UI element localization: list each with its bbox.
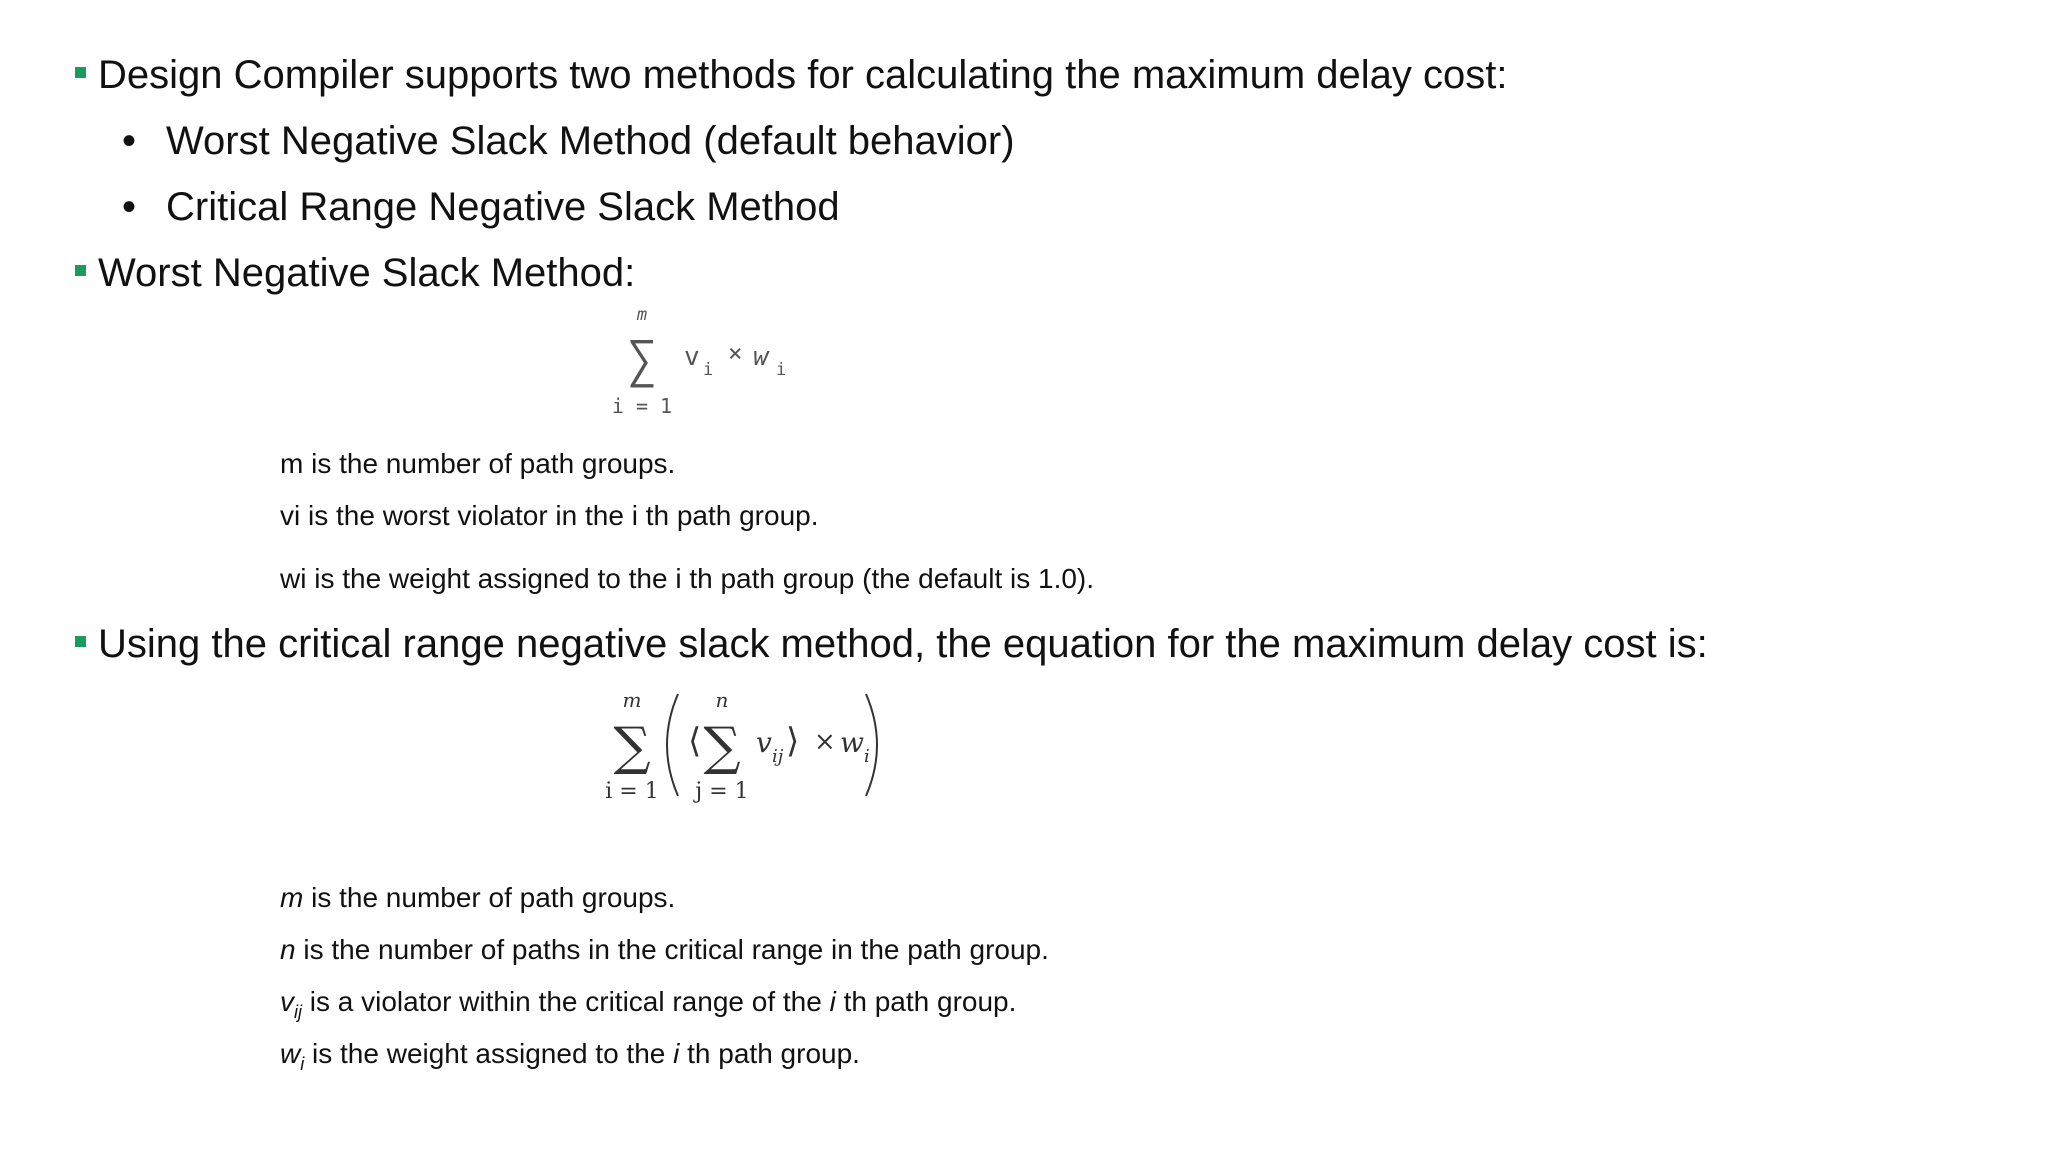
sub-bullet-crns bbox=[122, 187, 840, 227]
bullet-crns-method bbox=[75, 624, 1708, 664]
outer-sum-upper-limit: m bbox=[622, 688, 642, 712]
note-text: is a violator within the critical range of the bbox=[302, 986, 830, 1017]
sub-bullet-text: Worst Negative Slack Method (default behavior) bbox=[166, 119, 1015, 163]
inner-sum-upper-limit: n bbox=[715, 688, 729, 712]
sub-bullet-wns bbox=[122, 121, 1015, 161]
note-text-end: th path group. bbox=[835, 986, 1017, 1017]
left-angle: ⟨ bbox=[688, 721, 702, 761]
term-v-subscript: i bbox=[703, 360, 714, 380]
note-vij-crns bbox=[280, 988, 1016, 1022]
note-text: is the number of path groups. bbox=[303, 882, 676, 913]
formula-wns-svg bbox=[610, 305, 810, 425]
inner-sigma-symbol: ∑ bbox=[703, 717, 741, 777]
sum-upper-limit: m bbox=[636, 305, 648, 325]
note-wi-crns bbox=[280, 1040, 860, 1074]
square-bullet-icon bbox=[75, 636, 86, 647]
right-paren bbox=[866, 694, 877, 796]
dot-bullet-icon: • bbox=[122, 119, 137, 163]
times-symbol: × bbox=[728, 339, 743, 367]
bullet-text: Design Compiler supports two methods for calculating the maximum delay cost: bbox=[98, 53, 1508, 97]
bullet-methods bbox=[75, 55, 1508, 95]
term-v: v bbox=[684, 342, 700, 372]
sigma-symbol: ∑ bbox=[626, 331, 658, 389]
note-text: is the weight assigned to the bbox=[304, 1038, 674, 1069]
note-wi-wns: wi is the weight assigned to the i th path group (the default is 1.0). bbox=[280, 563, 1095, 594]
formula-crns bbox=[592, 682, 912, 816]
note-m-crns bbox=[280, 884, 675, 912]
var-m: m bbox=[280, 882, 304, 913]
note-text-end: th path group. bbox=[679, 1038, 860, 1069]
note-m-wns: m is the number of path groups. bbox=[280, 448, 676, 479]
dot-bullet-icon: • bbox=[122, 185, 137, 229]
bullet-text: Worst Negative Slack Method: bbox=[98, 251, 636, 295]
var-v-subscript: ij bbox=[294, 1001, 302, 1022]
term-w-subscript: i bbox=[864, 746, 870, 767]
term-w-subscript: i bbox=[776, 360, 787, 380]
var-n: n bbox=[280, 934, 296, 965]
note-text: is the number of paths in the critical range in the path group. bbox=[295, 934, 1049, 965]
formula-crns-svg bbox=[592, 682, 912, 812]
formula-wns bbox=[610, 305, 810, 429]
left-paren bbox=[667, 694, 678, 796]
var-i: i bbox=[673, 1038, 680, 1069]
var-i: i bbox=[829, 986, 836, 1017]
square-bullet-icon bbox=[75, 265, 86, 276]
sub-bullet-text: Critical Range Negative Slack Method bbox=[166, 185, 840, 229]
right-angle: ⟩ bbox=[786, 721, 800, 761]
term-v-subscript: ij bbox=[772, 746, 784, 767]
var-v: v bbox=[280, 986, 294, 1017]
var-w: w bbox=[280, 1038, 301, 1069]
term-w: w bbox=[840, 726, 864, 759]
times-symbol: × bbox=[814, 727, 836, 757]
term-v: v bbox=[756, 726, 772, 759]
inner-sum-lower-limit: j = 1 bbox=[695, 779, 749, 804]
outer-sigma-symbol: ∑ bbox=[613, 717, 651, 777]
square-bullet-icon bbox=[75, 67, 86, 78]
outer-sum-lower-limit: i = 1 bbox=[605, 779, 659, 804]
note-vi-wns: vi is the worst violator in the i th path group. bbox=[280, 500, 819, 531]
var-w-subscript: i bbox=[300, 1053, 305, 1074]
note-n-crns bbox=[280, 936, 1049, 964]
bullet-text: Using the critical range negative slack method, the equation for the maximum delay cost is: bbox=[98, 622, 1708, 666]
term-w: w bbox=[753, 342, 769, 372]
bullet-wns-method bbox=[75, 253, 635, 293]
sum-lower-limit: i = 1 bbox=[611, 394, 673, 418]
